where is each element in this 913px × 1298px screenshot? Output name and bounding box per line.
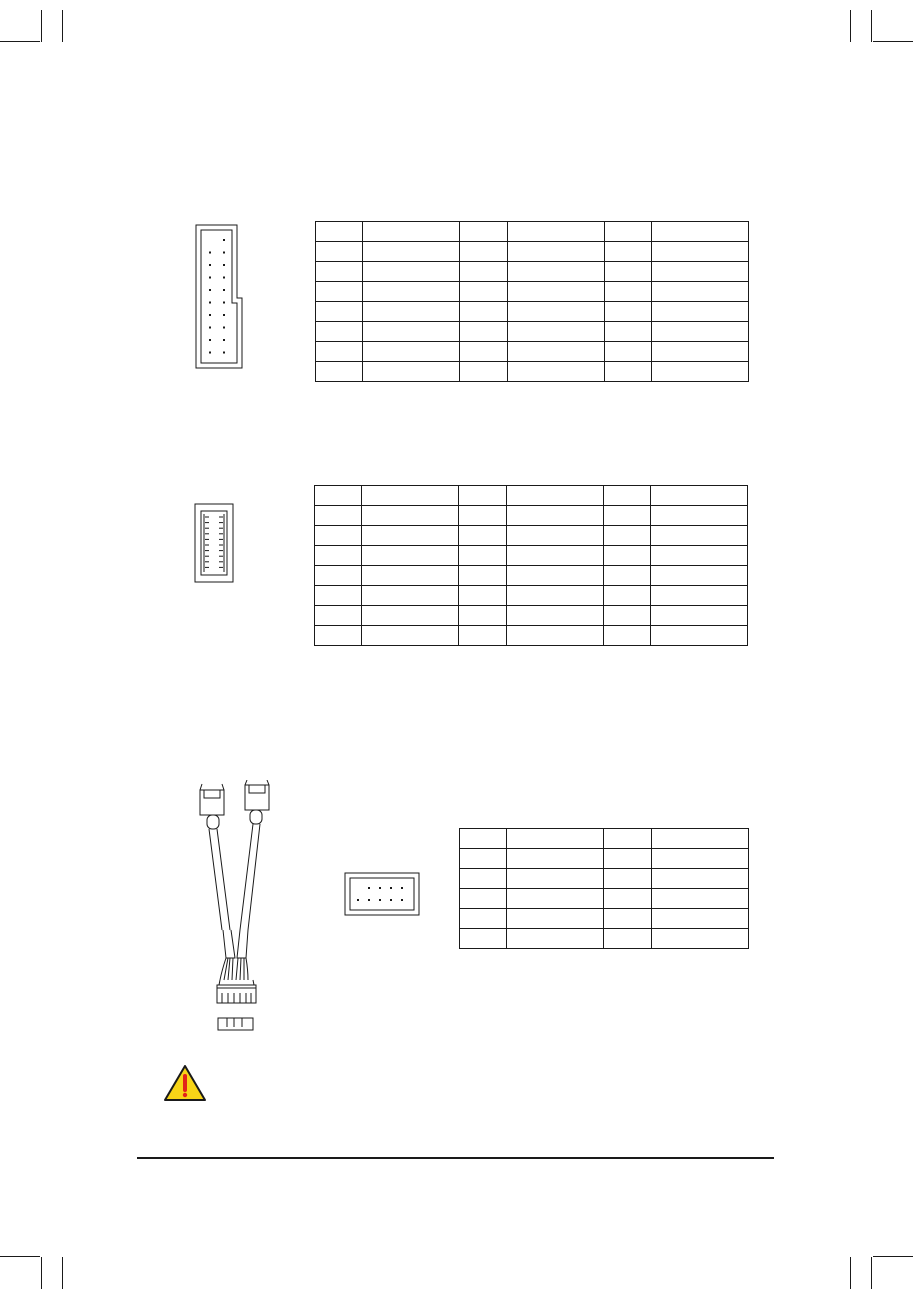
definition-cell [507,829,604,849]
crop-mark [873,41,913,42]
pin-number-cell [315,506,362,526]
pin-number-cell [315,526,362,546]
definition-cell [506,566,603,586]
table-row [316,242,749,262]
pin-number-cell [459,526,506,546]
definition-cell [652,362,749,382]
pin-number-cell [459,486,506,506]
pin-number-cell [604,889,651,909]
footer-rule [137,1157,774,1159]
pin-number-cell [604,322,651,342]
definition-cell [652,282,749,302]
definition-cell [506,506,603,526]
definition-cell [507,282,604,302]
header-pin [223,352,225,354]
definition-cell [363,282,460,302]
pin-number-cell [459,546,506,566]
definition-cell [651,486,748,506]
pin-number-cell [460,242,507,262]
definition-cell [507,929,604,949]
pin-number-cell [459,586,506,606]
table-row [315,586,748,606]
definition-cell [651,606,748,626]
header-pin [368,887,370,889]
definition-cell [507,322,604,342]
definition-cell [652,322,749,342]
table-row [315,626,748,646]
pin-number-cell [604,282,651,302]
crop-mark [871,1257,872,1289]
header-pin [209,277,211,279]
header-pin [379,899,381,901]
header-pin [368,899,370,901]
definition-cell [651,586,748,606]
table-row [316,362,749,382]
pin-number-cell [460,889,507,909]
header-pin [223,252,225,254]
header-pin [401,887,403,889]
table-row [316,262,749,282]
definition-cell [507,262,604,282]
crop-mark [850,10,851,42]
definition-cell [507,869,604,889]
table-row [460,909,749,929]
header-pin [223,314,225,316]
definition-cell [363,302,460,322]
table-row [460,869,749,889]
pin-number-cell [460,909,507,929]
pin-number-cell [603,586,650,606]
definition-cell [506,626,603,646]
crop-mark [871,10,872,42]
pin-number-cell [603,626,650,646]
pin-number-cell [459,506,506,526]
crop-mark [62,1257,63,1289]
table-row [460,889,749,909]
pin-number-cell [459,626,506,646]
header-pin [223,264,225,266]
pin-number-cell [460,929,507,949]
pin-number-cell [604,829,651,849]
definition-cell [652,262,749,282]
cable-header-pin-table [459,828,749,949]
definition-cell [362,546,459,566]
pin-number-cell [316,342,363,362]
definition-cell [362,486,459,506]
usb-header-pin-table [315,221,749,382]
cable-header-diagram [344,872,420,916]
table-row [316,282,749,302]
definition-cell [363,222,460,242]
pin-number-cell [603,546,650,566]
pin-number-cell [316,362,363,382]
header-pin [401,899,403,901]
pin-number-cell [604,262,651,282]
table-row [315,566,748,586]
definition-cell [652,342,749,362]
definition-cell [362,506,459,526]
pin-number-cell [315,566,362,586]
definition-cell [652,302,749,322]
definition-cell [651,506,748,526]
definition-cell [507,849,604,869]
header-pin [223,277,225,279]
header-pin [223,327,225,329]
definition-cell [651,566,748,586]
header-pin [223,239,225,241]
pin-number-cell [603,506,650,526]
header-pin [209,252,211,254]
header-pin [209,302,211,304]
header-pin [209,264,211,266]
definition-cell [651,869,748,889]
pin-number-cell [460,302,507,322]
pin-number-cell [460,222,507,242]
pin-number-cell [460,362,507,382]
definition-cell [507,889,604,909]
pin-number-cell [604,909,651,929]
pin-number-cell [460,262,507,282]
definition-cell [506,526,603,546]
pin-number-cell [604,869,651,889]
warning-icon [163,1064,207,1102]
crop-mark [0,41,40,42]
definition-cell [363,362,460,382]
pin-number-cell [459,566,506,586]
table-row [316,302,749,322]
definition-cell [651,889,748,909]
pin-number-cell [603,566,650,586]
crop-mark [41,1257,42,1289]
pin-number-cell [604,242,651,262]
header-pin [357,899,359,901]
definition-cell [507,362,604,382]
pin-number-cell [460,322,507,342]
definition-cell [651,526,748,546]
pin-number-cell [604,362,651,382]
table-row [316,322,749,342]
pin-number-cell [315,606,362,626]
crop-mark [873,1256,913,1257]
header-pin [209,339,211,341]
pin-number-cell [603,486,650,506]
header-pin [209,352,211,354]
table-row [460,829,749,849]
pin-number-cell [315,626,362,646]
header-pin [379,887,381,889]
definition-cell [362,566,459,586]
definition-cell [506,606,603,626]
pin-number-cell [604,222,651,242]
header-pin [223,339,225,341]
table-row [460,929,749,949]
table-row [315,606,748,626]
definition-cell [362,526,459,546]
definition-cell [651,909,748,929]
definition-cell [362,626,459,646]
pin-number-cell [604,849,651,869]
crop-mark [0,1256,40,1257]
definition-cell [362,606,459,626]
table-row [315,486,748,506]
definition-cell [652,222,749,242]
crop-mark [41,10,42,42]
definition-cell [651,626,748,646]
pin-number-cell [316,222,363,242]
definition-cell [651,849,748,869]
pin-number-cell [460,849,507,869]
usb-typec-pin-table [314,485,748,646]
pin-number-cell [603,606,650,626]
pin-number-cell [460,282,507,302]
usb-typec-header-diagram [194,503,234,583]
definition-cell [506,546,603,566]
header-pin [223,289,225,291]
table-row [315,546,748,566]
definition-cell [507,302,604,322]
pin-number-cell [315,586,362,606]
table-row [460,849,749,869]
pin-number-cell [460,342,507,362]
definition-cell [363,322,460,342]
pin-number-cell [315,486,362,506]
table-row [315,506,748,526]
definition-cell [507,909,604,929]
header-pin [209,289,211,291]
definition-cell [363,242,460,262]
definition-cell [652,242,749,262]
header-pin [390,887,392,889]
definition-cell [362,586,459,606]
pin-number-cell [315,546,362,566]
cable-diagram [190,780,280,1032]
pin-number-cell [316,262,363,282]
table-row [316,342,749,362]
definition-cell [363,262,460,282]
definition-cell [363,342,460,362]
pin-number-cell [316,302,363,322]
crop-mark [62,10,63,42]
definition-cell [506,486,603,506]
table-row [316,222,749,242]
pin-number-cell [460,829,507,849]
header-pin [223,302,225,304]
crop-mark [850,1257,851,1289]
pin-number-cell [603,526,650,546]
pin-number-cell [460,869,507,889]
definition-cell [507,242,604,262]
definition-cell [507,222,604,242]
pin-number-cell [316,242,363,262]
definition-cell [651,829,748,849]
definition-cell [651,929,748,949]
table-row [315,526,748,546]
pin-number-cell [604,302,651,322]
pin-number-cell [604,342,651,362]
header-pin [390,899,392,901]
usb-header-diagram [195,224,245,370]
header-pin [209,327,211,329]
pin-number-cell [316,282,363,302]
pin-number-cell [604,929,651,949]
definition-cell [651,546,748,566]
definition-cell [506,586,603,606]
definition-cell [507,342,604,362]
header-pin [209,314,211,316]
pin-number-cell [316,322,363,342]
pin-number-cell [459,606,506,626]
